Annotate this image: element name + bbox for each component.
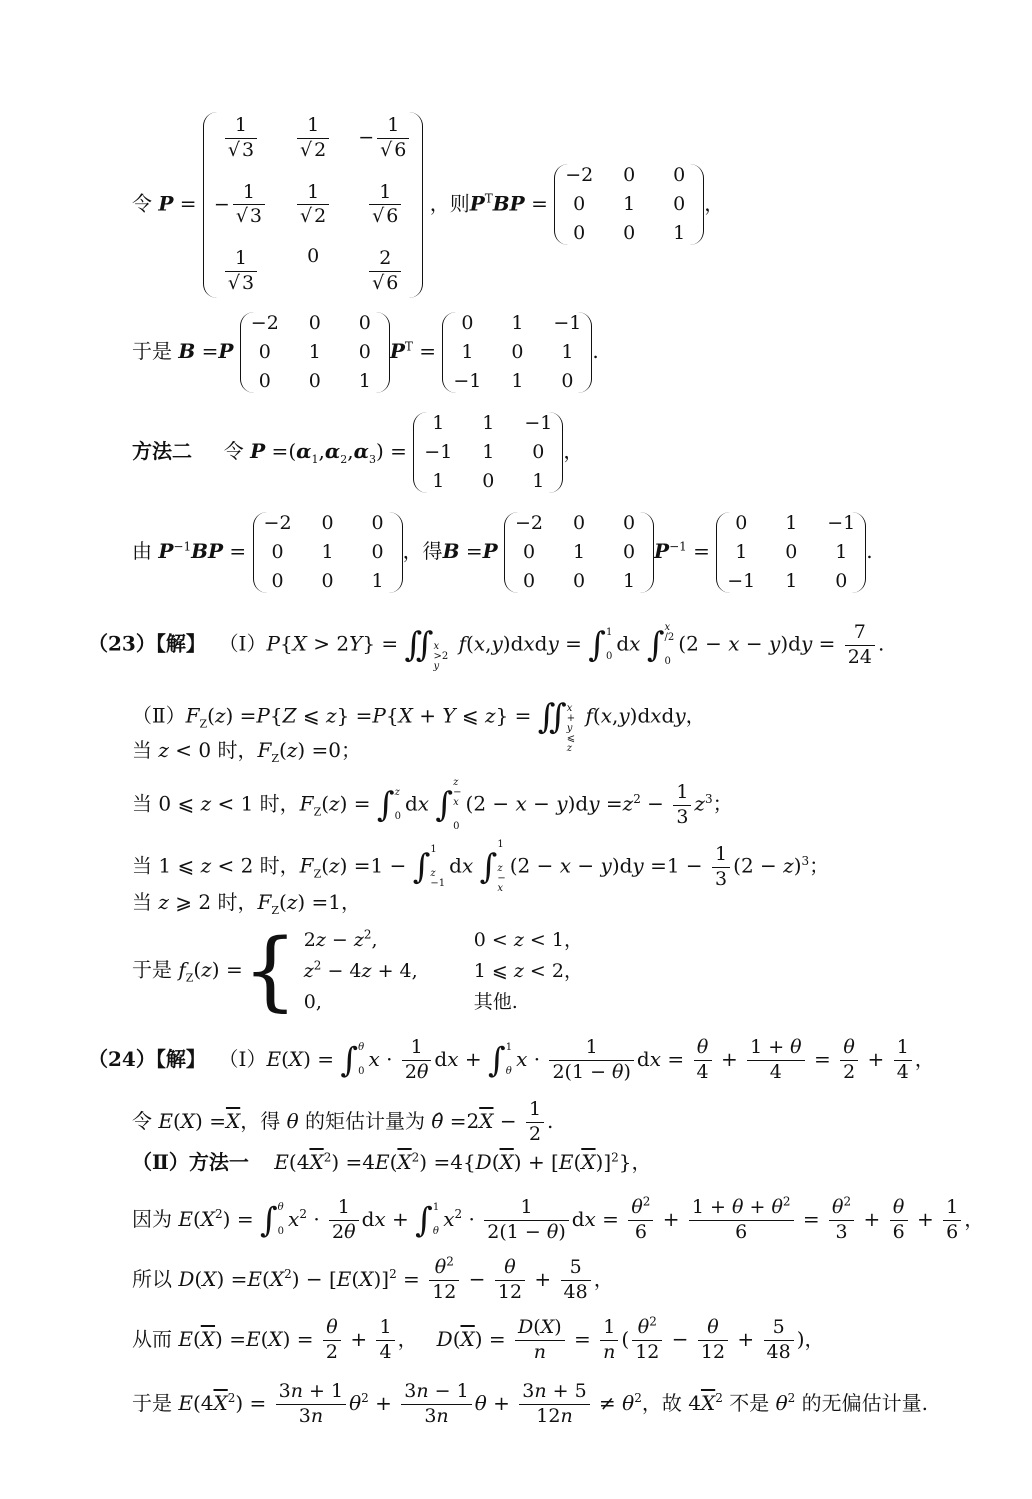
q24-second-moment: 因为 $E(X^2)$ = ∫ θ 0 $x^2$ · $\frac{1}{2\theta}$ dx + ∫ 1 θ $x^2$ · $\frac{1}{2(1 - \theta)}$ dx = $\frac{\theta^2}{6}$ + $\frac{1 + \theta + \theta^2}{6}$ = $\frac{\theta^2}{3}$ + $\frac{\theta}{6}$ + $\frac{1}{6}$ ， [132,1194,985,1243]
matrix-diag-1: −2 0 0 0 1 0 0 0 1 [554,164,704,245]
q23-pdf: 于是 $f_Z(z)$ ={ $2z - z^2$, 0 < z < 1， $z^2 - 4z + 4$, 1 ⩽ z < 2， 0, 其他. [132,921,583,1021]
q23-case-0-1: 当 0 ⩽ z < 1 时，$F_Z(z)$ = ∫ z 0 dx ∫ z − x 0 $(2 - x - y)dy =z^2$ − $\frac{1}{3}$ $z^3$； [132,777,733,832]
q24-conclusion: 于是 $E(4\overline{X}^2)$ = $\frac{3n + 1}{3n}$ $\theta^2$ + $\frac{3n - 1}{3n}$ θ + $\frac{3n + 5}{12n}$ ≠ $\theta^2$，故 $4\overline{X}^2$ 不是 $\theta^2$ 的无偏估计量. [132,1380,928,1427]
q24-mean-variance-sample: 从而 $E(\overline{X}) =E(X)$ = $\frac{\theta}{2}$ + $\frac{1}{4}$ ， $D(\overline{X})$ = $\frac{D(X)}{n}$ = $\frac{1}{n}$ ( $\frac{\theta^2}{12}$ − $\frac{\theta}{12}$ + $\frac{5}{48}$ )， [132,1314,825,1363]
label-dang-1: 当 [132,738,152,762]
matrix-B-1: 0 1 −1 1 0 1 −1 1 0 [442,312,592,393]
label-q23: （23）【解】 [88,631,206,656]
q24-variance: 所以 $D(X) =E(X^2) - [E(X)]^2$ = $\frac{\theta^2}{12}$ − $\frac{\theta}{12}$ + $\frac{5}{48}$ ， [132,1254,614,1303]
label-part2-23: （Ⅱ） [132,703,186,728]
q24-part1: （24）【解】 （Ⅰ）E(X) = ∫ θ 0 x · $\frac{1}{2\theta}$ dx + ∫ 1 θ x · $\frac{1}{2(1 - \theta)}$ dx = $\frac{\theta}{4}$ + $\frac{1 + \theta}{4}$ = $\frac{\theta}{2}$ + $\frac{1}{4}$ ， [88,1036,935,1083]
label-de: ，得 [402,539,443,563]
label-ling: 令 [132,191,152,216]
label-you: 由 [132,539,152,563]
label-ling-2: 令 [223,439,244,463]
matrix-P-orthogonal: $\frac{1}{√ 3}$ $\frac{1}{√ 2}$ − $\frac{1}{√ 6}$ − $\frac{1}{√ 3}$ $\frac{1}{√ 2}$ $\frac{1}{√ 6}$ $\frac{1}{√ 3}$ 0 $\frac{2}{√ 6}$ [203,112,423,298]
q23-part2-cdf: $(Ⅱ)F_Z(z) =P\{Z$ ⩽ z} =P{X + Y ⩽ z} = ∬ x + y ⩽ z f(x,y)dxdy， [132,697,706,754]
matrix-diag-3: −2 0 0 0 1 0 0 0 1 [253,512,403,593]
eq-method-two: 方法二 令 $P =(\alpha_1,\alpha_2,\alpha_3)$ = 1 1 −1 −1 1 0 1 0 1 ， [132,412,584,492]
q23-case-ge2: 当 z ⩾ 2 时，$F_Z(z) =1$， [132,890,362,917]
label-ze: ，则 [429,191,470,216]
matrix-B-2: 0 1 −1 1 0 1 −1 1 0 [716,512,866,593]
q24-part2-method1: （Ⅱ）方法一 $E(4\overline{X}^2) =4E(\overline{X}^2) =4\{D(\overline{X}) + [E(\overline{X})]^2\}$， [132,1150,652,1174]
label-q24: （24）【解】 [88,1046,206,1071]
matrix-diag-4: −2 0 0 0 1 0 0 0 1 [504,512,654,593]
eq-B-result-2: 由 $P^{-1}BP$ = −2 0 0 0 1 0 0 0 1 ，得B =P −2 0 0 0 1 0 0 0 1 $P^{-1}$ = 0 1 −1 1 0 1 −1 1 0 . [132,512,873,592]
q23-part1: （23）【解】 （Ⅰ）P{X > 2Y} = ∬ x >2 y f(x,y)dxdy = ∫ 1 0 dx ∫ x /2 0 (2 − x − y)dy = $\frac{7}{24}$ . [88,620,885,672]
label-yinwei: 因为 [132,1206,172,1231]
eq-B-result-1: 于是 B =P −2 0 0 0 1 0 0 0 1 $P^T$ = 0 1 −1 1 0 1 −1 1 0 . [132,312,599,392]
eq-P-definition: 令 P = $\frac{1}{√ 3}$ $\frac{1}{√ 2}$ − $\frac{1}{√ 6}$ − $\frac{1}{√ 3}$ $\frac{1}{√ 2}$ $\frac{1}{√ 6}$ $\frac{1}{√ 3}$ 0 $\frac{2}{√ 6}$ ，则$P^TBP$ = −2 0 0 0 1 0 0 0 1 ， [132,112,724,298]
label-method-two: 方法二 [132,439,192,463]
label-qita: 其他. [473,990,518,1013]
label-part1-23: （Ⅰ） [218,631,267,656]
label-suoyi: 所以 [132,1266,172,1291]
matrix-diag-2: −2 0 0 0 1 0 0 0 1 [240,312,390,393]
q23-case-1-2: 当 1 ⩽ z < 2 时，$F_Z(z) =1$ − ∫ 1 z −1 dx ∫ 1 z − x (2 − x − y)dy =1 − $\frac{1}{3}$ $(2 - z)^3$； [132,839,830,894]
matrix-P-method2: 1 1 −1 −1 1 0 1 0 1 [413,412,563,493]
label-yushi-2: 于是 [132,957,172,982]
label-congr: 从而 [132,1326,172,1351]
q24-moment-estimator: 令 $E(X) =\overline{X}$，得 θ 的矩估计量为 θ̂ $=2\overline{X}$ − $\frac{1}{2}$ . [132,1098,554,1145]
pdf-cases: $2z - z^2$, 0 < z < 1， $z^2 - 4z + 4$, 1 ⩽ z < 2， 0, 其他. [303,927,583,1013]
label-yushi: 于是 [132,339,172,363]
brace-icon: { [242,921,298,1021]
q23-case-negative: 当 z < 0 时，$F_Z(z) =0$； [132,738,362,765]
